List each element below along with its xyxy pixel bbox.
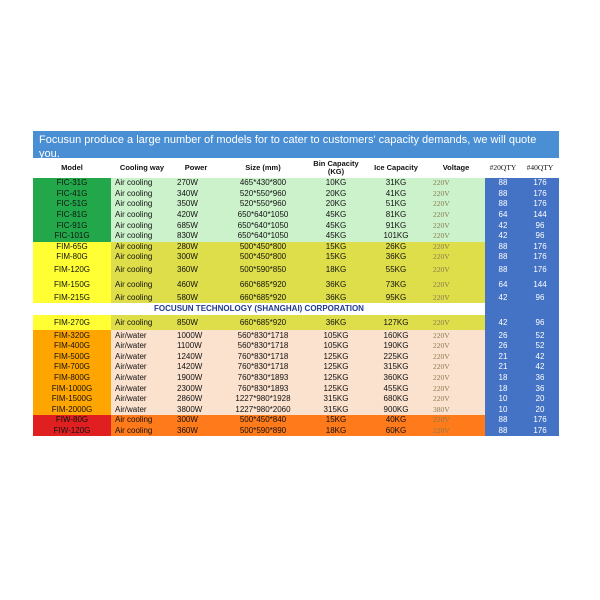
model-cell: FIM-1000G — [33, 383, 111, 394]
ice-capacity-cell: 360KG — [365, 373, 427, 384]
qty20-cell: 10 — [485, 394, 521, 405]
model-cell: FIM-1500G — [33, 394, 111, 405]
qty20-cell: 26 — [485, 341, 521, 352]
cooling-way-cell: Air/water — [111, 362, 173, 373]
voltage-cell: 220V — [427, 352, 485, 363]
voltage-cell: 220V — [427, 415, 485, 426]
qty20-cell: 21 — [485, 362, 521, 373]
qty40-cell: 96 — [521, 293, 559, 304]
corp-section — [33, 303, 559, 315]
power-cell: 360W — [173, 426, 219, 437]
cooling-way-cell: Air/water — [111, 383, 173, 394]
qty20-cell: 42 — [485, 231, 521, 242]
voltage-cell: 220V — [427, 373, 485, 384]
size-cell: 660*685*920 — [219, 293, 307, 304]
bin-capacity-cell: 20KG — [307, 199, 365, 210]
power-cell: 830W — [173, 231, 219, 242]
ice-capacity-cell: 315KG — [365, 362, 427, 373]
cooling-way-cell: Air cooling — [111, 178, 173, 189]
voltage-cell: 220V — [427, 362, 485, 373]
header-bin-capacity: Bin Capacity (KG) — [307, 158, 365, 178]
size-cell: 500*450*800 — [219, 252, 307, 263]
cooling-way-cell: Air cooling — [111, 231, 173, 242]
corp-qty20-cell — [485, 303, 521, 315]
cooling-way-cell: Air/water — [111, 330, 173, 341]
cooling-way-cell: Air cooling — [111, 415, 173, 426]
size-cell: 500*590*850 — [219, 263, 307, 278]
voltage-cell: 220V — [427, 220, 485, 231]
voltage-cell: 220V — [427, 330, 485, 341]
voltage-cell: 220V — [427, 231, 485, 242]
qty40-cell: 176 — [521, 178, 559, 189]
qty40-cell: 176 — [521, 252, 559, 263]
ice-capacity-cell: 101KG — [365, 231, 427, 242]
size-cell: 650*640*1050 — [219, 210, 307, 221]
ice-capacity-cell: 160KG — [365, 330, 427, 341]
cooling-way-cell: Air/water — [111, 405, 173, 416]
qty40-cell: 176 — [521, 426, 559, 437]
ice-capacity-cell: 51KG — [365, 199, 427, 210]
qty40-cell: 20 — [521, 405, 559, 416]
header-20qty: #20QTY — [485, 158, 521, 178]
ice-capacity-cell: 680KG — [365, 394, 427, 405]
ice-capacity-cell: 225KG — [365, 352, 427, 363]
size-cell: 560*830*1718 — [219, 341, 307, 352]
table-row — [33, 373, 559, 384]
power-cell: 3800W — [173, 405, 219, 416]
qty40-cell: 52 — [521, 330, 559, 341]
table-row — [33, 426, 559, 437]
power-cell: 300W — [173, 252, 219, 263]
ice-capacity-cell: 41KG — [365, 189, 427, 200]
voltage-cell: 220V — [427, 315, 485, 330]
model-cell: FIW-80G — [33, 415, 111, 426]
bin-capacity-cell: 125KG — [307, 373, 365, 384]
model-cell: FIC-81G — [33, 210, 111, 221]
model-cell: FIM-80G — [33, 252, 111, 263]
corp-name: FOCUSUN TECHNOLOGY (SHANGHAI) CORPORATION — [33, 303, 485, 315]
power-cell: 360W — [173, 263, 219, 278]
bin-capacity-cell: 45KG — [307, 220, 365, 231]
size-cell: 500*450*840 — [219, 415, 307, 426]
cooling-way-cell: Air cooling — [111, 210, 173, 221]
ice-capacity-cell: 95KG — [365, 293, 427, 304]
table-row — [33, 199, 559, 210]
qty20-cell: 10 — [485, 405, 521, 416]
qty40-cell: 42 — [521, 362, 559, 373]
qty20-cell: 64 — [485, 210, 521, 221]
qty40-cell: 96 — [521, 231, 559, 242]
qty40-cell: 144 — [521, 278, 559, 293]
model-cell: FIC-51G — [33, 199, 111, 210]
voltage-cell: 220V — [427, 341, 485, 352]
qty40-cell: 176 — [521, 415, 559, 426]
qty40-cell: 36 — [521, 383, 559, 394]
ice-capacity-cell: 190KG — [365, 341, 427, 352]
bin-capacity-cell: 15KG — [307, 242, 365, 253]
model-cell: FIM-800G — [33, 373, 111, 384]
size-cell: 560*830*1718 — [219, 330, 307, 341]
bin-capacity-cell: 125KG — [307, 383, 365, 394]
size-cell: 760*830*1893 — [219, 373, 307, 384]
ice-capacity-cell: 455KG — [365, 383, 427, 394]
size-cell: 660*685*920 — [219, 278, 307, 293]
cooling-way-cell: Air cooling — [111, 252, 173, 263]
voltage-cell: 220V — [427, 178, 485, 189]
voltage-cell: 220V — [427, 394, 485, 405]
bin-capacity-cell: 125KG — [307, 362, 365, 373]
bin-capacity-cell: 36KG — [307, 278, 365, 293]
header-cooling-way: Cooling way — [111, 158, 173, 178]
voltage-cell: 220V — [427, 426, 485, 437]
qty40-cell: 52 — [521, 341, 559, 352]
table-row — [33, 189, 559, 200]
qty20-cell: 88 — [485, 263, 521, 278]
table-row — [33, 178, 559, 189]
power-cell: 580W — [173, 293, 219, 304]
size-cell: 660*685*920 — [219, 315, 307, 330]
size-cell: 760*830*1718 — [219, 362, 307, 373]
qty20-cell: 88 — [485, 199, 521, 210]
size-cell: 520*550*960 — [219, 199, 307, 210]
power-cell: 300W — [173, 415, 219, 426]
table-row — [33, 210, 559, 221]
cooling-way-cell: Air cooling — [111, 220, 173, 231]
power-cell: 340W — [173, 189, 219, 200]
bin-capacity-cell: 125KG — [307, 352, 365, 363]
table-row — [33, 415, 559, 426]
table-row — [33, 330, 559, 341]
size-cell: 760*830*1718 — [219, 352, 307, 363]
header-model: Model — [33, 158, 111, 178]
header-40qty: #40QTY — [521, 158, 559, 178]
voltage-cell: 220V — [427, 210, 485, 221]
bin-capacity-cell: 18KG — [307, 263, 365, 278]
ice-capacity-cell: 60KG — [365, 426, 427, 437]
qty20-cell: 18 — [485, 383, 521, 394]
power-cell: 685W — [173, 220, 219, 231]
qty40-cell: 96 — [521, 315, 559, 330]
qty20-cell: 88 — [485, 252, 521, 263]
bin-capacity-cell: 18KG — [307, 426, 365, 437]
cooling-way-cell: Air cooling — [111, 263, 173, 278]
qty40-cell: 20 — [521, 394, 559, 405]
power-cell: 2300W — [173, 383, 219, 394]
power-cell: 280W — [173, 242, 219, 253]
power-cell: 1420W — [173, 362, 219, 373]
power-cell: 420W — [173, 210, 219, 221]
ice-capacity-cell: 127KG — [365, 315, 427, 330]
voltage-cell: 220V — [427, 263, 485, 278]
qty20-cell: 88 — [485, 426, 521, 437]
table-row — [33, 293, 559, 304]
table-row — [33, 231, 559, 242]
qty20-cell: 88 — [485, 242, 521, 253]
bin-capacity-cell: 36KG — [307, 293, 365, 304]
model-cell: FIM-120G — [33, 263, 111, 278]
qty40-cell: 42 — [521, 352, 559, 363]
size-cell: 500*450*800 — [219, 242, 307, 253]
qty40-cell: 176 — [521, 189, 559, 200]
ice-capacity-cell: 55KG — [365, 263, 427, 278]
table-row — [33, 352, 559, 363]
cooling-way-cell: Air cooling — [111, 278, 173, 293]
intro-banner: Focusun produce a large number of models for to cater to customers' capacity demands, we will quote you. — [33, 131, 559, 158]
bin-capacity-cell: 10KG — [307, 178, 365, 189]
model-cell: FIW-120G — [33, 426, 111, 437]
bin-capacity-cell: 45KG — [307, 231, 365, 242]
table-body-bottom — [33, 315, 559, 436]
power-cell: 1100W — [173, 341, 219, 352]
model-table — [33, 158, 559, 436]
header-voltage: Voltage — [427, 158, 485, 178]
corp-row — [33, 303, 559, 315]
size-cell: 520*550*960 — [219, 189, 307, 200]
cooling-way-cell: Air cooling — [111, 242, 173, 253]
ice-capacity-cell: 91KG — [365, 220, 427, 231]
model-cell: FIM-400G — [33, 341, 111, 352]
bin-capacity-cell: 45KG — [307, 210, 365, 221]
header-power: Power — [173, 158, 219, 178]
qty20-cell: 21 — [485, 352, 521, 363]
ice-capacity-cell: 36KG — [365, 252, 427, 263]
header-row — [33, 158, 559, 178]
power-cell: 1000W — [173, 330, 219, 341]
size-cell: 650*640*1050 — [219, 220, 307, 231]
voltage-cell: 220V — [427, 189, 485, 200]
ice-capacity-cell: 900KG — [365, 405, 427, 416]
voltage-cell: 220V — [427, 252, 485, 263]
table-row — [33, 405, 559, 416]
model-cell: FIM-150G — [33, 278, 111, 293]
table-row — [33, 341, 559, 352]
cooling-way-cell: Air/water — [111, 373, 173, 384]
cooling-way-cell: Air/water — [111, 352, 173, 363]
qty20-cell: 88 — [485, 189, 521, 200]
cooling-way-cell: Air/water — [111, 394, 173, 405]
qty40-cell: 176 — [521, 242, 559, 253]
ice-capacity-cell: 31KG — [365, 178, 427, 189]
power-cell: 1900W — [173, 373, 219, 384]
cooling-way-cell: Air cooling — [111, 426, 173, 437]
qty40-cell: 176 — [521, 199, 559, 210]
size-cell: 500*590*890 — [219, 426, 307, 437]
cooling-way-cell: Air cooling — [111, 199, 173, 210]
size-cell: 1227*980*2060 — [219, 405, 307, 416]
ice-capacity-cell: 73KG — [365, 278, 427, 293]
voltage-cell: 380V — [427, 405, 485, 416]
size-cell: 1227*980*1928 — [219, 394, 307, 405]
table-row — [33, 315, 559, 330]
qty40-cell: 176 — [521, 263, 559, 278]
qty20-cell: 42 — [485, 293, 521, 304]
table-row — [33, 278, 559, 293]
cooling-way-cell: Air cooling — [111, 315, 173, 330]
size-cell: 760*830*1893 — [219, 383, 307, 394]
power-cell: 270W — [173, 178, 219, 189]
bin-capacity-cell: 15KG — [307, 252, 365, 263]
table-row — [33, 220, 559, 231]
qty20-cell: 42 — [485, 315, 521, 330]
cooling-way-cell: Air/water — [111, 341, 173, 352]
header-ice-capacity: Ice Capacity — [365, 158, 427, 178]
table-row — [33, 263, 559, 278]
model-cell: FIC-91G — [33, 220, 111, 231]
model-cell: FIM-215G — [33, 293, 111, 304]
qty40-cell: 36 — [521, 373, 559, 384]
model-cell: FIM-65G — [33, 242, 111, 253]
voltage-cell: 220V — [427, 199, 485, 210]
bin-capacity-cell: 315KG — [307, 405, 365, 416]
model-cell: FIM-270G — [33, 315, 111, 330]
table-row — [33, 394, 559, 405]
ice-capacity-cell: 40KG — [365, 415, 427, 426]
bin-capacity-cell: 105KG — [307, 330, 365, 341]
ice-capacity-cell: 26KG — [365, 242, 427, 253]
model-cell: FIM-500G — [33, 352, 111, 363]
qty20-cell: 42 — [485, 220, 521, 231]
table-row — [33, 362, 559, 373]
bin-capacity-cell: 105KG — [307, 341, 365, 352]
model-cell: FIM-700G — [33, 362, 111, 373]
qty40-cell: 144 — [521, 210, 559, 221]
qty20-cell: 64 — [485, 278, 521, 293]
bin-capacity-cell: 15KG — [307, 415, 365, 426]
ice-capacity-cell: 81KG — [365, 210, 427, 221]
power-cell: 1240W — [173, 352, 219, 363]
power-cell: 2860W — [173, 394, 219, 405]
model-cell: FIM-2000G — [33, 405, 111, 416]
power-cell: 350W — [173, 199, 219, 210]
bin-capacity-cell: 36KG — [307, 315, 365, 330]
voltage-cell: 220V — [427, 293, 485, 304]
table-body-top — [33, 178, 559, 303]
bin-capacity-cell: 20KG — [307, 189, 365, 200]
cooling-way-cell: Air cooling — [111, 189, 173, 200]
header-size: Size (mm) — [219, 158, 307, 178]
voltage-cell: 220V — [427, 242, 485, 253]
cooling-way-cell: Air cooling — [111, 293, 173, 304]
voltage-cell: 220V — [427, 383, 485, 394]
model-cell: FIC-41G — [33, 189, 111, 200]
corp-qty40-cell — [521, 303, 559, 315]
qty20-cell: 88 — [485, 415, 521, 426]
size-cell: 465*430*800 — [219, 178, 307, 189]
qty20-cell: 26 — [485, 330, 521, 341]
bin-capacity-cell: 315KG — [307, 394, 365, 405]
qty20-cell: 18 — [485, 373, 521, 384]
size-cell: 650*640*1050 — [219, 231, 307, 242]
model-cell: FIC-101G — [33, 231, 111, 242]
qty20-cell: 88 — [485, 178, 521, 189]
model-cell: FIC-31G — [33, 178, 111, 189]
spec-sheet — [33, 131, 559, 436]
power-cell: 850W — [173, 315, 219, 330]
table-row — [33, 383, 559, 394]
power-cell: 460W — [173, 278, 219, 293]
qty40-cell: 96 — [521, 220, 559, 231]
model-cell: FIM-320G — [33, 330, 111, 341]
table-row — [33, 252, 559, 263]
voltage-cell: 220V — [427, 278, 485, 293]
table-row — [33, 242, 559, 253]
